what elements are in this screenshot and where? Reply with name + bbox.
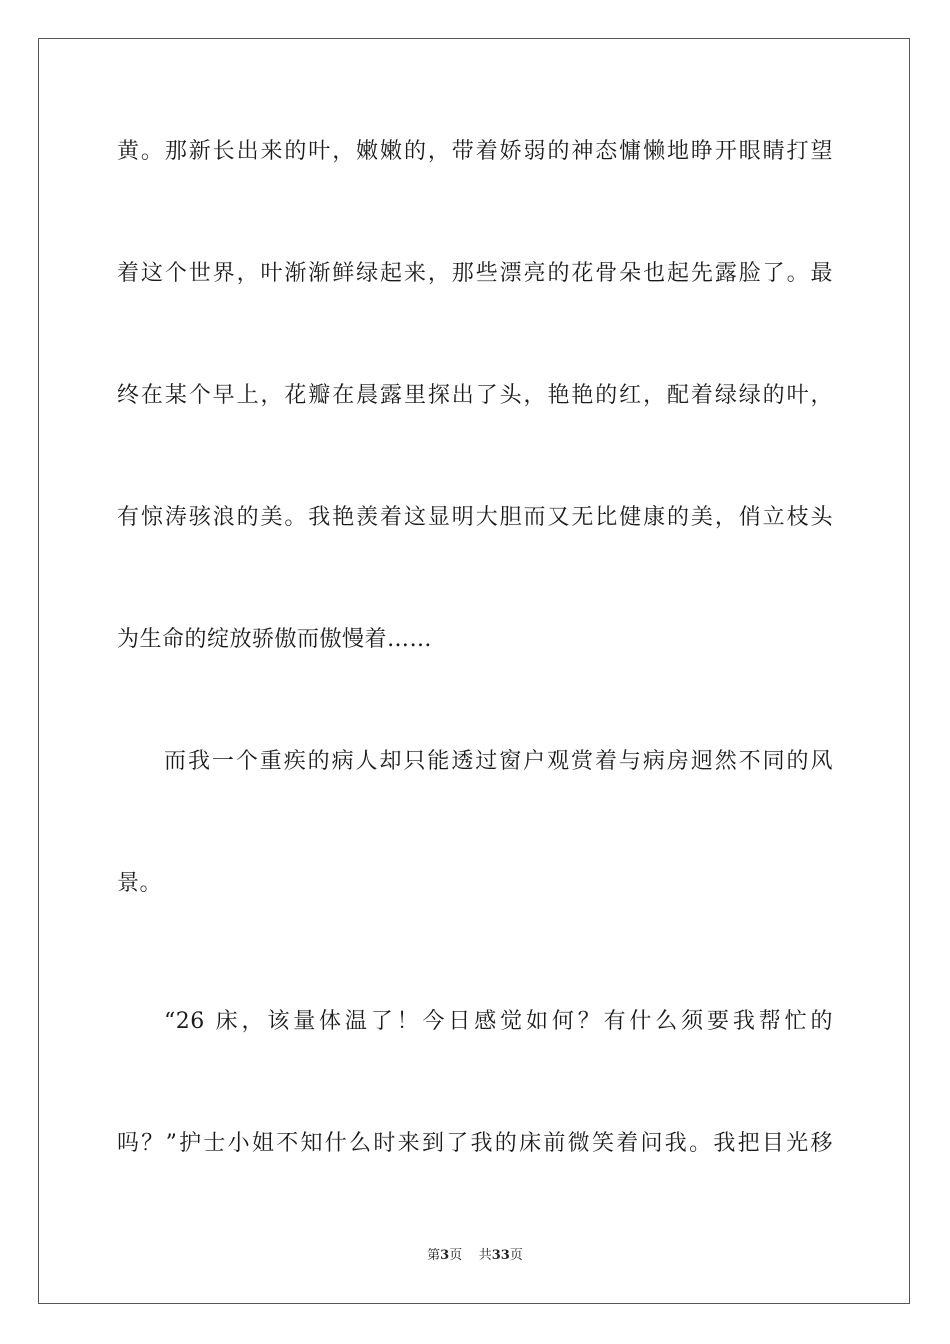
page-border [38, 38, 910, 1304]
page-suffix: 页 [449, 1248, 463, 1263]
paragraph-line: 而我一个重疾的病人却只能透过窗户观赏着与病房迥然不同的风 [164, 749, 833, 774]
paragraph-line: “26 床，该量体温了！今日感觉如何？有什么须要我帮忙的 [164, 1009, 833, 1034]
paragraph-line: 终在某个早上，花瓣在晨露里探出了头，艳艳的红，配着绿绿的叶， [117, 383, 833, 408]
total-prefix: 共 [478, 1248, 492, 1263]
paragraph-line: 景。 [117, 871, 163, 896]
total-pages: 33 [491, 1248, 510, 1263]
page-footer [0, 1246, 950, 1266]
page-number: 3 [440, 1248, 450, 1263]
paragraph-line: 有惊涛骇浪的美。我艳羡着这显明大胆而又无比健康的美，俏立枝头 [117, 505, 833, 530]
paragraph-line: 吗？”护士小姐不知什么时来到了我的床前微笑着问我。我把目光移 [117, 1131, 833, 1156]
paragraph-line: 黄。那新长出来的叶，嫩嫩的，带着娇弱的神态慵懒地睁开眼睛打望 [117, 139, 833, 164]
paragraph-line: 着这个世界，叶渐渐鲜绿起来，那些漂亮的花骨朵也起先露脸了。最 [117, 261, 833, 286]
paragraph-line: 为生命的绽放骄傲而傲慢着…… [117, 627, 433, 652]
page-prefix: 第 [427, 1248, 441, 1263]
total-suffix: 页 [509, 1248, 523, 1263]
